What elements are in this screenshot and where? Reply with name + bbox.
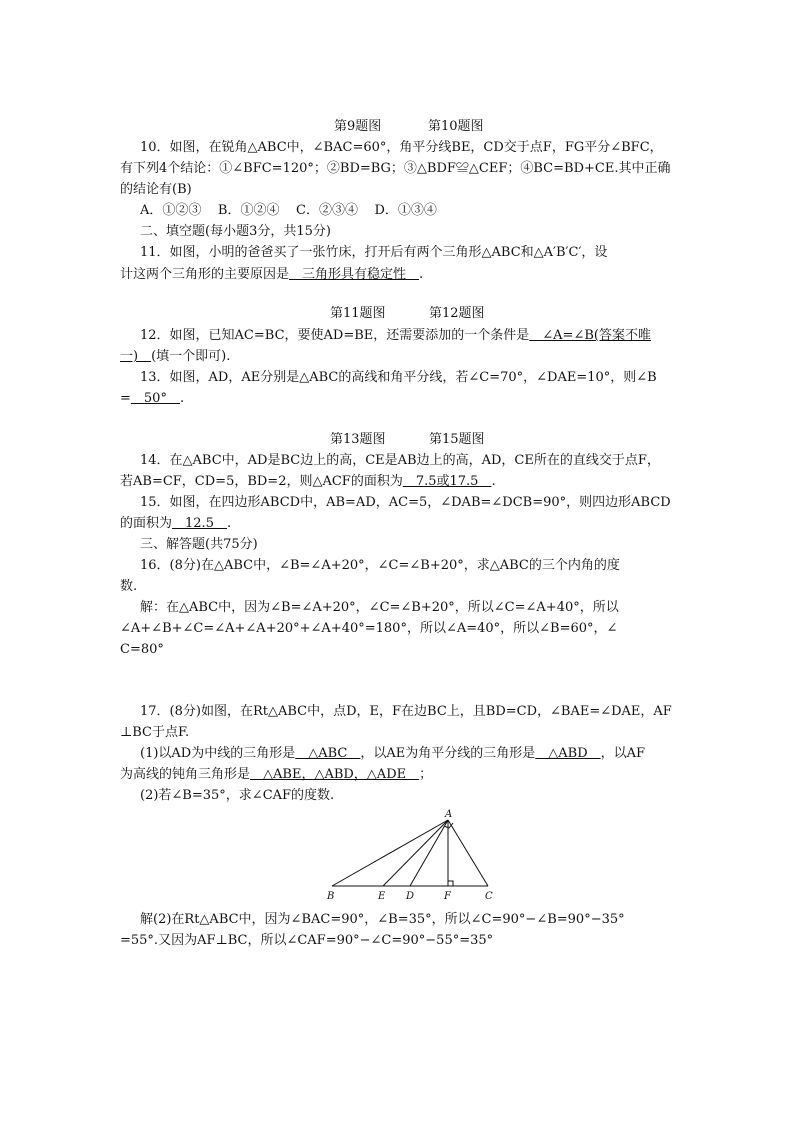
q15-line-2 xyxy=(120,514,231,534)
q12-line-2 xyxy=(120,347,230,367)
q17-line-2: ⊥BC于点F. xyxy=(120,725,190,740)
q14-text: 若AB=CF，CD=5，BD=2，则△ACF的面积为 xyxy=(120,474,403,489)
figure-caption-10: 第10题图 xyxy=(428,119,484,134)
q11-answer: 三角形具有稳定性 xyxy=(289,267,420,282)
q15-text: 的面积为 xyxy=(120,516,173,531)
q15-line-1: 15．如图，在四边形ABCD中，AB=AD，AC=5，∠DAB=∠DCB=90°，则四边形ABCD xyxy=(140,495,671,510)
q12-answer-part-2: 一) xyxy=(120,349,152,364)
q11-line-1: 11．如图，小明的爸爸买了一张竹床，打开后有两个三角形△ABC和△A′B′C′，设 xyxy=(140,245,608,260)
q14-end: . xyxy=(491,474,496,489)
q17-triangle-figure xyxy=(320,808,500,904)
q13-end: . xyxy=(179,391,185,406)
q17-p1-answer-2: △ABD xyxy=(535,746,601,761)
q16-solution-1: 解：在△ABC中，因为∠B=∠A+20°，∠C=∠B+20°，所以∠C=∠A+40°，所以 xyxy=(140,600,619,615)
label-A: A xyxy=(445,809,453,820)
q12-text: 12．如图，已知AC=BC，要使AD=BE，还需要添加的一个条件是 xyxy=(140,328,530,343)
q13-line-2 xyxy=(120,389,184,409)
q16-line-1: 16．(8分)在△ABC中，∠B=∠A+20°，∠C=∠B+20°，求△ABC的三个内角的度 xyxy=(140,558,620,573)
q17-p2-end: ； xyxy=(419,767,433,782)
q14-line-2 xyxy=(120,472,496,492)
q17-line-1: 17．(8分)如图，在Rt△ABC中，点D，E，F在边BC上，且BD=CD，∠BAE=∠DAE，AF xyxy=(140,704,672,719)
q12-answer-part-1: ∠A=∠B(答案不唯 xyxy=(529,328,651,343)
section-solution-heading: 三、解答题(共75分) xyxy=(140,537,258,552)
q10-line-2: 有下列4个结论：①∠BFC=120°；②BD=BG；③△BDF≌△CEF；④BC=BD+CE.其中正确 xyxy=(120,161,671,176)
q10-line-3: 的结论有(B) xyxy=(120,182,192,197)
q11-line-2 xyxy=(120,265,423,285)
q10-line-1: 10．如图，在锐角△ABC中，∠BAC=60°，角平分线BE，CD交于点F，FG平分∠BFC， xyxy=(140,140,663,155)
q17-p1-text-b: ，以AE为角平分线的三角形是 xyxy=(360,746,536,761)
q11-end: . xyxy=(419,267,424,282)
label-F: F xyxy=(444,891,451,902)
q14-line-1: 14．在△ABC中，AD是BC边上的高，CE是AB边上的高，AD，CE所在的直线交于点F， xyxy=(140,453,660,468)
label-B: B xyxy=(327,891,335,902)
segment-AB xyxy=(332,820,448,886)
q10-options: A．①②③ B．①②④ C．②③④ D．①③④ xyxy=(140,203,437,218)
right-angle-mark-F xyxy=(448,881,453,886)
label-E: E xyxy=(378,891,386,902)
section-fill-in-heading: 二、填空题(每小题3分，共15分) xyxy=(140,224,331,239)
q17-p1-text-a: (1)以AD为中线的三角形是 xyxy=(140,746,296,761)
q15-answer: 12.5 xyxy=(172,516,227,531)
q11-text: 计这两个三角形的主要原因是 xyxy=(120,267,290,282)
q13-text: = xyxy=(120,391,131,406)
q13-line-1: 13．如图，AD，AE分别是△ABC的高线和角平分线，若∠C=70°，∠DAE=10°，则∠B xyxy=(140,370,657,385)
q16-solution-2: ∠A+∠B+∠C=∠A+∠A+20°+∠A+40°=180°，所以∠A=40°，所以∠B=60°，∠ xyxy=(120,621,618,636)
q17-part-1-line-1 xyxy=(140,744,645,764)
q12-end: (填一个即可). xyxy=(151,349,231,364)
q17-solution-2: =55°.又因为AF⊥BC，所以∠CAF=90°−∠C=90°−55°=35° xyxy=(120,933,494,948)
figure-caption-15: 第15题图 xyxy=(429,432,485,447)
q17-p2-text: 为高线的钝角三角形是 xyxy=(120,767,251,782)
q16-line-2: 数. xyxy=(120,579,138,594)
q15-end: . xyxy=(226,516,232,531)
q17-p1-answer-1: △ABC xyxy=(295,746,361,761)
segment-AC xyxy=(448,820,488,886)
figure-caption-12: 第12题图 xyxy=(429,306,485,321)
figure-caption-9: 第9题图 xyxy=(334,119,382,134)
q13-answer: 50° xyxy=(130,391,180,406)
q17-part-2: (2)若∠B=35°，求∠CAF的度数. xyxy=(140,788,335,803)
figure-caption-11: 第11题图 xyxy=(330,306,386,321)
label-D: D xyxy=(406,891,415,902)
q14-answer: 7.5或17.5 xyxy=(402,474,492,489)
q16-solution-3: C=80° xyxy=(120,642,164,657)
label-C: C xyxy=(485,891,493,902)
q17-p1-text-c: ，以AF xyxy=(600,746,646,761)
q17-p2-answer: △ABE，△ABD，△ADE xyxy=(250,767,420,782)
q12-line-1 xyxy=(140,326,651,346)
q17-solution-1: 解(2)在Rt△ABC中，因为∠BAC=90°，∠B=35°，所以∠C=90°−∠B=90°−35° xyxy=(140,912,625,927)
figure-caption-13: 第13题图 xyxy=(330,432,386,447)
q17-part-1-line-2 xyxy=(120,765,432,785)
